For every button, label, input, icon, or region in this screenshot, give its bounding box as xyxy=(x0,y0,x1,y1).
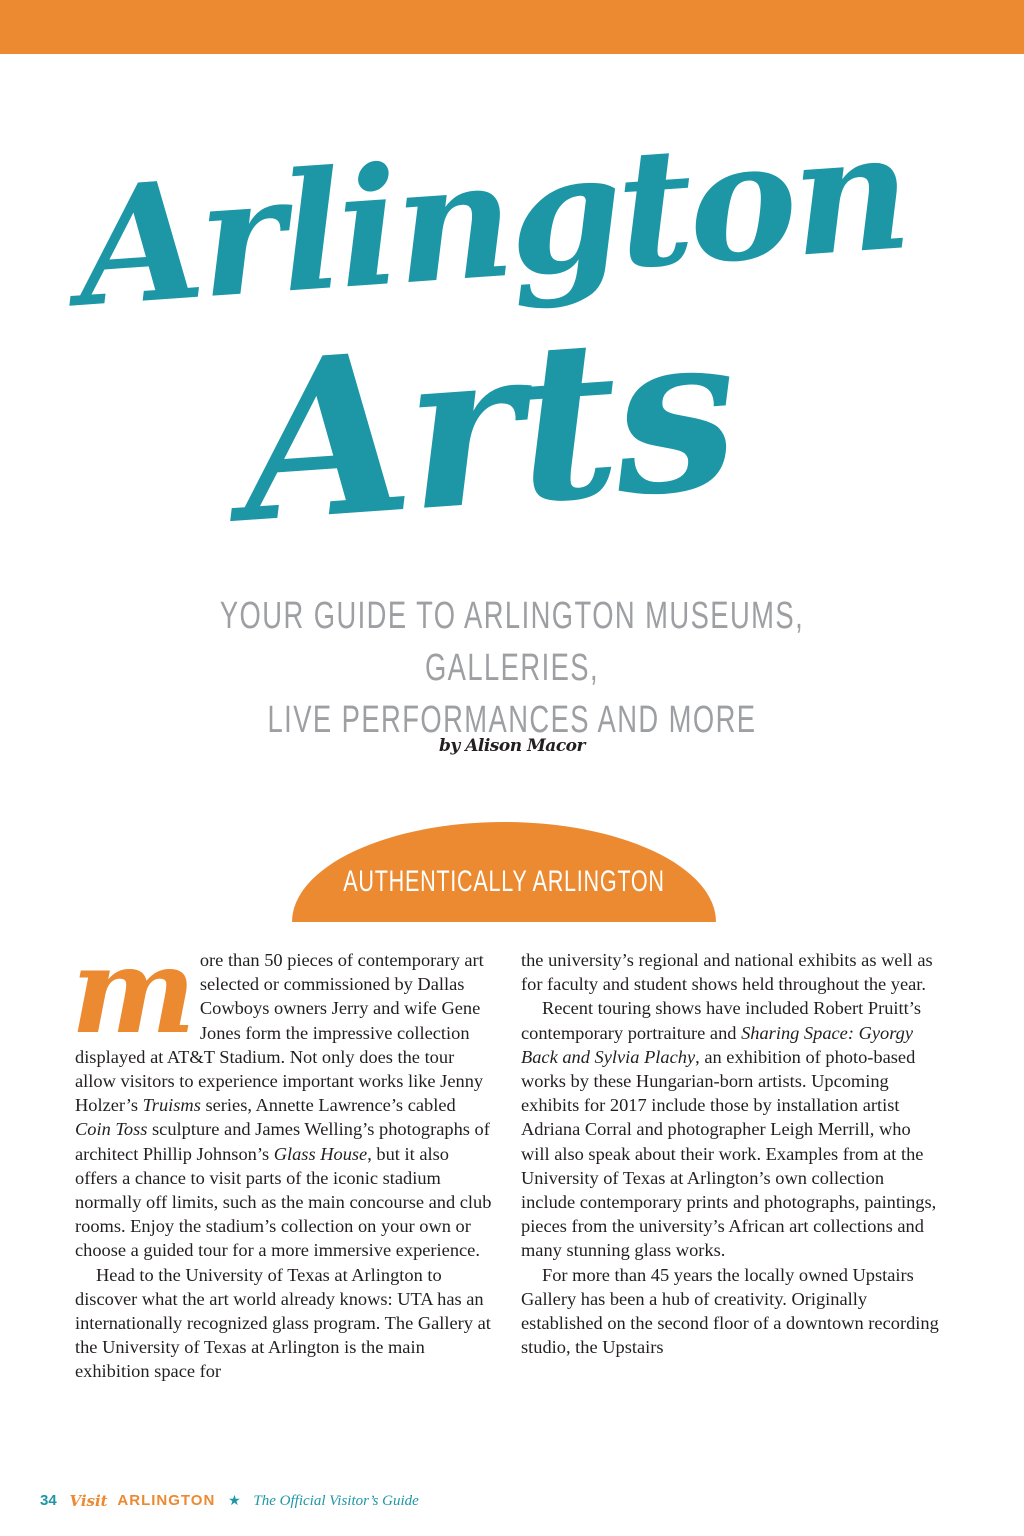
top-color-bar xyxy=(0,0,1024,54)
exhibition-title: Sharing Space: Gyorgy Back and Sylvia Plachy xyxy=(521,1022,914,1067)
page-title-line-2: Arts xyxy=(232,282,742,572)
article-column-left xyxy=(71,921,495,1384)
paragraph: more than 50 pieces of contemporary art selected or commissioned by Dallas Cowboys owners Jerry and wife Gene Jones form the impressive collection displayed at AT&T Stadium. Not only does the tour allow visitors to experience important works like Jenny Holzer’s Truisms series, Annette Lawrence’s cabled Coin Toss sculpture and James Welling’s photographs of architect Phillip Johnson’s Glass House, but it also offers a chance to visit parts of the iconic stadium normally off limits, such as the main concourse and club rooms. Enjoy the stadium’s collection on your own or choose a guided tour for a more immersive experience. xyxy=(71,921,492,1261)
article-column-right xyxy=(521,948,941,1359)
footer-guide-title: The Official Visitor’s Guide xyxy=(253,1493,419,1509)
page-title-line-1: Arlington xyxy=(71,96,913,344)
artwork-title: Truisms xyxy=(142,1095,201,1116)
subtitle xyxy=(143,590,880,746)
artwork-title: Glass House xyxy=(273,1143,368,1164)
subtitle-line-2: LIVE PERFORMANCES AND MORE xyxy=(267,699,757,741)
paragraph: the university’s regional and national exhibits as well as for faculty and student shows held throughout the year. xyxy=(521,950,933,995)
page-number: 34 xyxy=(40,1492,57,1509)
subtitle-line-1: YOUR GUIDE TO ARLINGTON MUSEUMS, GALLERIES, xyxy=(219,595,805,689)
page-footer xyxy=(40,1489,419,1511)
drop-cap: m xyxy=(71,921,192,1060)
artwork-title: Coin Toss xyxy=(75,1119,148,1140)
paragraph: Recent touring shows have included Robert Pruitt’s contemporary portraiture and Sharing Space: Gyorgy Back and Sylvia Plachy, an exhibition of photo-based works by these Hungarian-born artists. Upcoming exhibits for 2017 include those by installation artist Adriana Corral and photographer Leigh Merrill, who will also speak about their work. Examples from at the University of Texas at Arlington’s own collection include contemporary prints and photographs, paintings, pieces from the university’s African art collections and many stunning glass works. xyxy=(521,998,937,1261)
paragraph: Head to the University of Texas at Arlington to discover what the art world already knows: UTA has an internationally recognized glass program. The Gallery at the University of Texas at Arlington is the main exhibition space for xyxy=(75,1264,491,1382)
footer-visit: Visit xyxy=(69,1492,108,1510)
byline: by Alison Macor xyxy=(439,736,585,756)
star-icon: ★ xyxy=(228,1493,241,1509)
paragraph: For more than 45 years the locally owned Upstairs Gallery has been a hub of creativity. Originally established on the second floor of a downtown recording studio, the Upstairs xyxy=(521,1264,939,1358)
section-label: AUTHENTICALLY ARLINGTON xyxy=(343,865,665,898)
footer-arlington: ARLINGTON xyxy=(117,1492,216,1509)
